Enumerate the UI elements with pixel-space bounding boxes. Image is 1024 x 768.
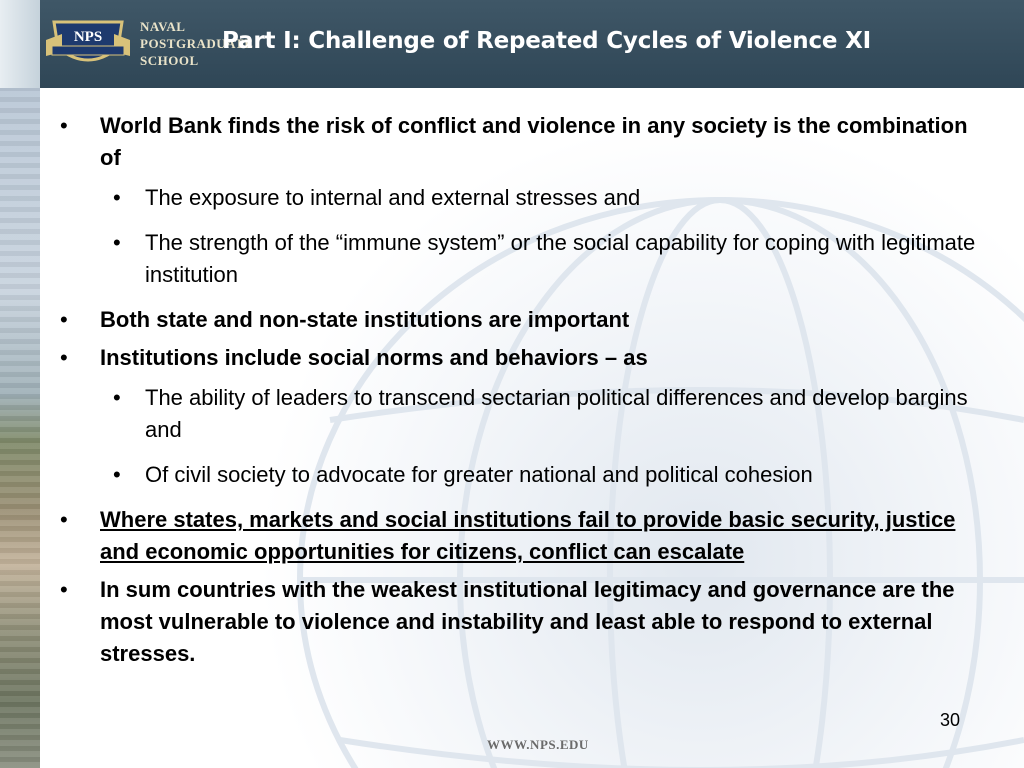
nps-logo-icon — [46, 12, 130, 76]
bullet-glyph: • — [113, 185, 121, 210]
bullet-text: Both state and non-state institutions are important — [100, 307, 630, 332]
slide-header — [0, 0, 1024, 88]
bullet-glyph: • — [113, 385, 121, 410]
sub-bullet-text: Of civil society to advocate for greater national and political cohesion — [145, 462, 813, 487]
bullet-glyph: • — [60, 113, 68, 138]
bullet-glyph: • — [60, 577, 68, 602]
bullet-glyph: • — [60, 345, 68, 370]
footer-url: WWW.NPS.EDU — [487, 737, 589, 752]
sub-bullet-item — [58, 227, 978, 291]
bullet-glyph: • — [60, 507, 68, 532]
bullet-text: In sum countries with the weakest institutional legitimacy and governance are the most vulnerable to violence and instability and least able to respond to external stresses. — [100, 577, 955, 666]
bullet-item — [58, 304, 978, 336]
bullet-text-underlined: Where states, markets and social institutions fail to provide basic security, justice and economic opportunities for citizens, conflict can escalate — [100, 507, 956, 564]
page-number: 30 — [940, 710, 961, 730]
bullet-text: World Bank finds the risk of conflict and violence in any society is the combination of — [100, 113, 968, 170]
bullet-item — [58, 574, 978, 670]
logo-line: POSTGRADUATE — [140, 36, 254, 51]
bullet-glyph: • — [113, 230, 121, 255]
sub-bullet-text: The ability of leaders to transcend sectarian political differences and develop bargins and — [145, 385, 968, 442]
header-fade — [0, 0, 40, 88]
slide-body — [58, 110, 978, 676]
logo-line: NAVAL — [140, 19, 186, 34]
bullet-glyph: • — [113, 462, 121, 487]
bullet-item — [58, 342, 978, 374]
bullet-item — [58, 504, 978, 568]
sub-bullet-item — [58, 182, 978, 214]
sub-bullet-item — [58, 382, 978, 446]
campus-photo-strip — [0, 88, 40, 768]
slide-title: Part I: Challenge of Repeated Cycles of Violence XI — [222, 28, 871, 54]
sub-bullet-item — [58, 459, 978, 491]
sub-bullet-text: The exposure to internal and external stresses and — [145, 185, 641, 210]
sub-bullet-text: The strength of the “immune system” or the social capability for coping with legitimate institution — [145, 230, 976, 287]
bullet-text: Institutions include social norms and behaviors – as — [100, 345, 648, 370]
bullet-item — [58, 110, 978, 174]
logo-line: SCHOOL — [140, 53, 199, 68]
bullet-glyph: • — [60, 307, 68, 332]
logo-badge-text: NPS — [73, 29, 103, 45]
